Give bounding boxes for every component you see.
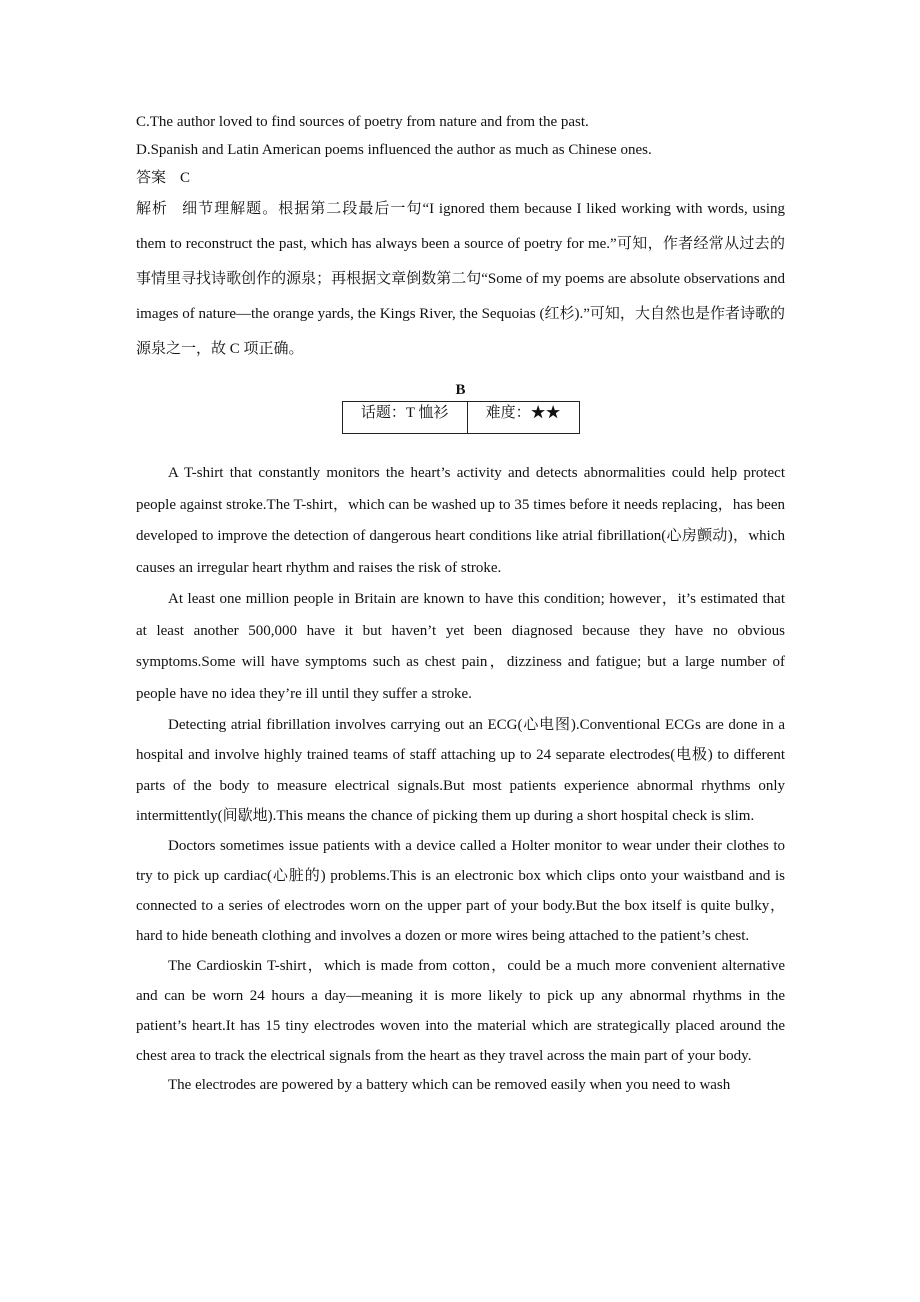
article-paragraph: A T-shirt that constantly monitors the heart’s activity and detects abnormalities could help protect people against stroke.The T-shirt，which can be washed up to 35 times before it needs replacing，has been developed to improve the detection of dangerous heart conditions like atrial fibrillation(心房颤动)，which causes an irregular heart rhythm and raises the risk of stroke. xyxy=(136,465,785,576)
article-paragraph: The Cardioskin T-shirt，which is made from cotton，could be a much more convenient alternative and can be worn 24 hours a day—meaning it is more likely to pick up any abnormal rhythms in the patient’s heart.It has 15 tiny electrodes woven into the material which are strategically placed around the chest area to track the electrical signals from the heart as they travel across the main part of your body. xyxy=(136,958,785,1065)
analysis-text: 细节理解题。根据第二段最后一句“I ignored them because I liked working with words, using them to reconstruct the past, which has always been a source of poetry for me.”可知，作者经常从过去的事情里寻找诗歌创作的源泉；再根据文章倒数第二句“Some of my poems are absolute observations and images of nature—the orange yards, the Kings River, the Sequoias (红杉).”可知，大自然也是作者诗歌的源泉之一，故 C 项正确。 xyxy=(136,201,785,357)
option-c: C.The author loved to find sources of poetry from nature and from the past. xyxy=(136,114,589,130)
analysis-paragraph xyxy=(136,192,785,367)
topic-cell: 话题：T 恤衫 xyxy=(342,402,467,434)
section-title: B xyxy=(455,382,466,398)
answer-label: 答案 xyxy=(136,170,167,186)
topic-table xyxy=(342,401,580,434)
option-d: D.Spanish and Latin American poems influenced the author as much as Chinese ones. xyxy=(136,142,652,158)
article-paragraph: Detecting atrial fibrillation involves carrying out an ECG(心电图).Conventional ECGs are done in a hospital and involve highly trained teams of staff attaching up to 24 separate electrodes(电极) to different parts of the body to measure electrical signals.But most patients experience abnormal rhythms only intermittently(间歇地).This means the chance of picking them up during a short hospital check is slim. xyxy=(136,717,785,824)
difficulty-cell: 难度：★★ xyxy=(467,402,579,434)
article-paragraph: At least one million people in Britain are known to have this condition; however，it’s estimated that at least another 500,000 have it but haven’t yet been diagnosed because they have no obvious symptoms.Some will have symptoms such as chest pain，dizziness and fatigue; but a large number of people have no idea they’re ill until they suffer a stroke. xyxy=(136,591,785,702)
answer-line xyxy=(136,164,785,192)
article-paragraph: Doctors sometimes issue patients with a device called a Holter monitor to wear under their clothes to try to pick up cardiac(心脏的) problems.This is an electronic box which clips onto your waistband and is connected to a series of electrodes worn on the upper part of your body.But the box itself is quite bulky，hard to hide beneath clothing and involves a dozen or more wires being attached to the patient’s chest. xyxy=(136,838,785,945)
answer-value: C xyxy=(180,170,191,186)
document-page xyxy=(136,108,785,1100)
analysis-label: 解析 xyxy=(136,201,169,217)
article-paragraph: The electrodes are powered by a battery which can be removed easily when you need to wash xyxy=(168,1077,731,1094)
